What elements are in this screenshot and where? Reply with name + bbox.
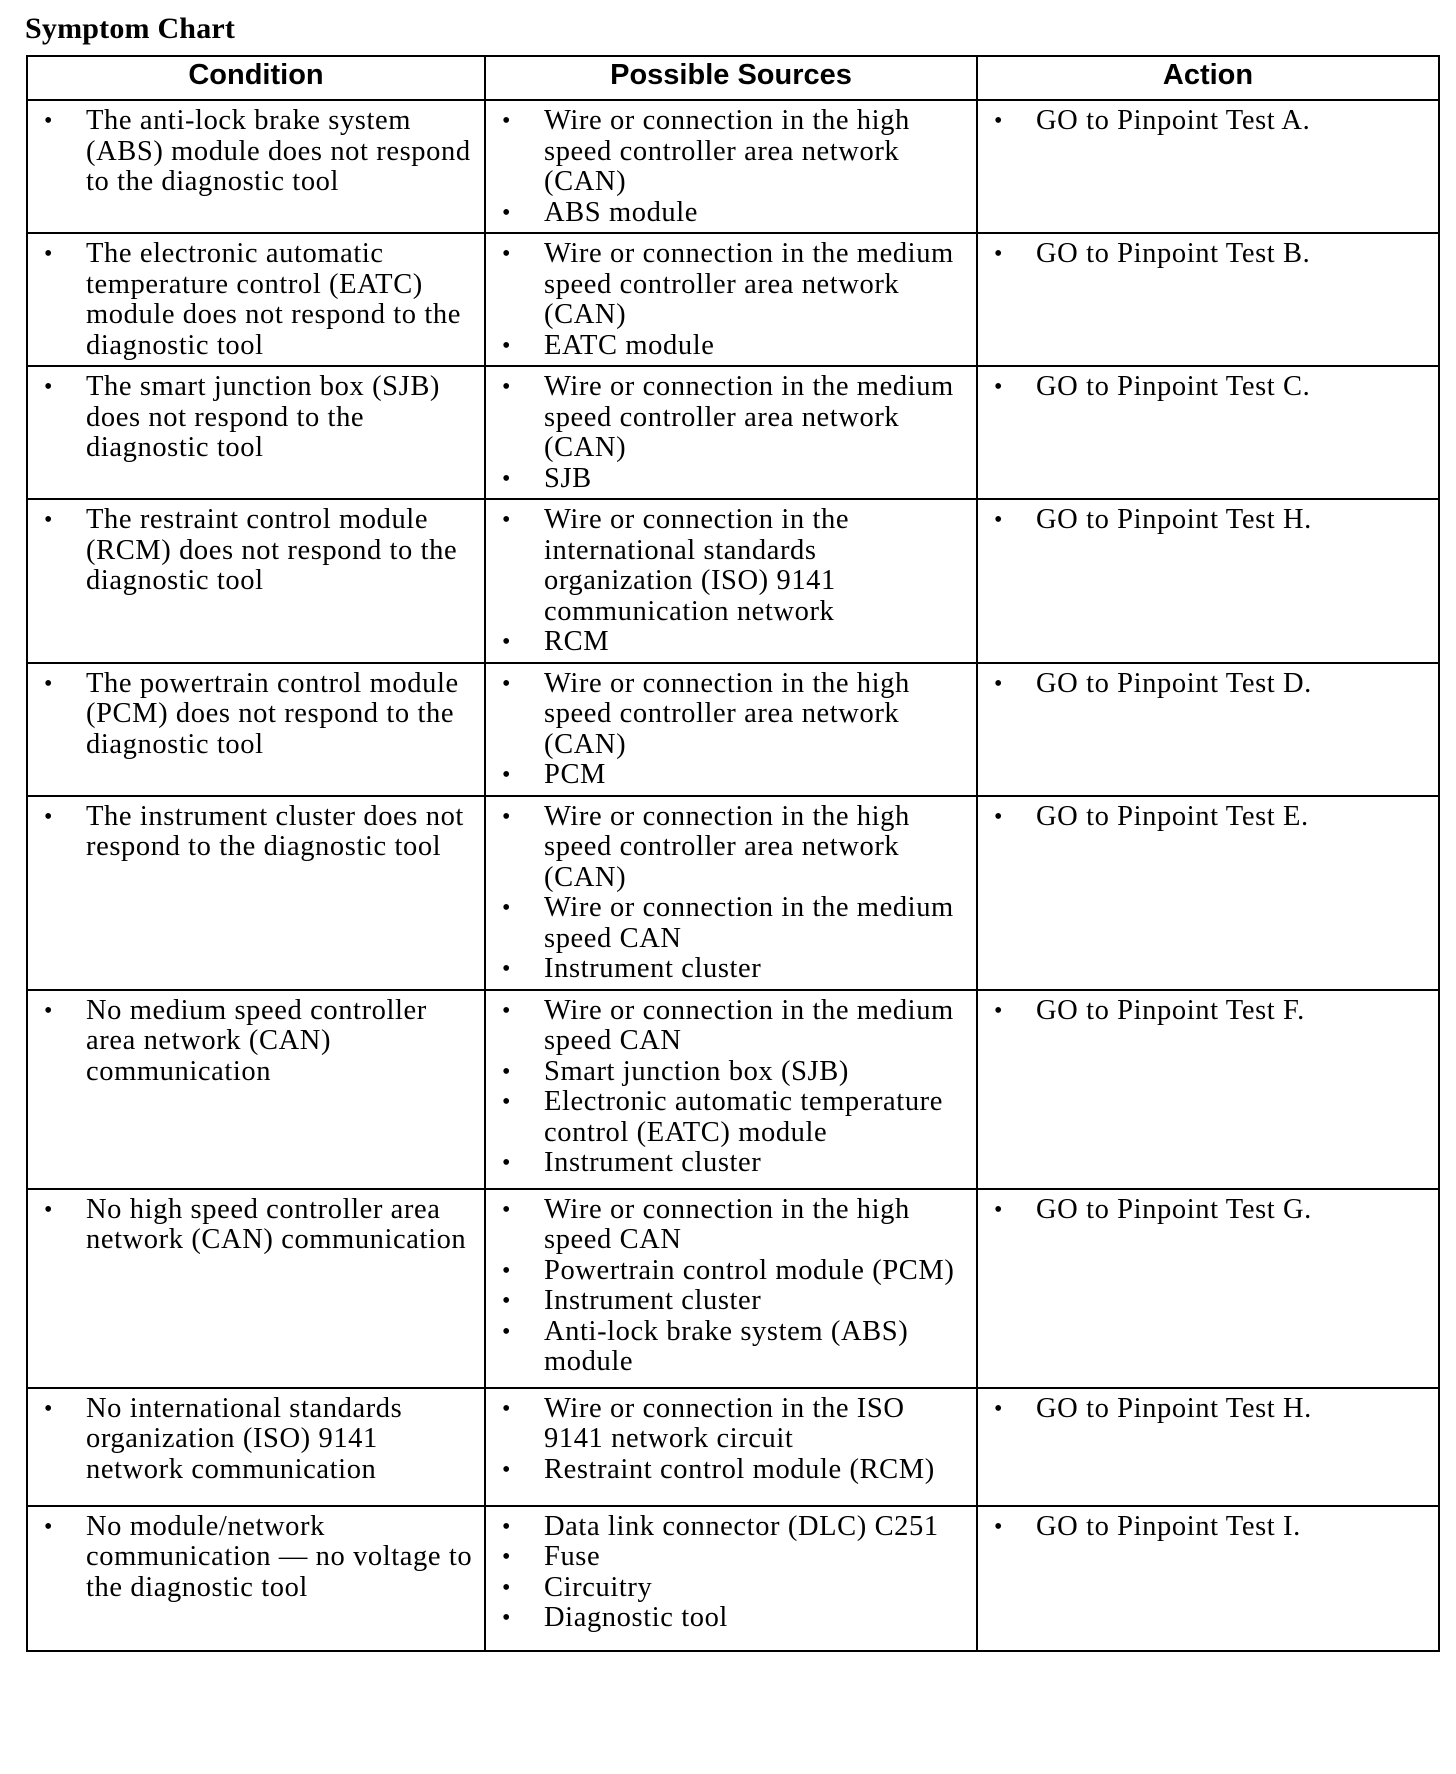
action-text: • GO to Pinpoint Test C. (988, 372, 1428, 403)
condition-text: • No international standards organization (ISO) 9141 network communication (38, 1394, 474, 1486)
possible-sources-cell (485, 100, 977, 233)
action-cell (977, 499, 1439, 663)
possible-source-item: • Anti-lock brake system (ABS) module (496, 1317, 966, 1378)
condition-text: • The restraint control module (RCM) does not respond to the diagnostic tool (38, 505, 474, 597)
possible-source-item: • Wire or connection in the high speed controller area network (CAN) (496, 669, 966, 761)
condition-list (38, 239, 474, 361)
possible-sources-cell (485, 1189, 977, 1388)
possible-sources-list (496, 1195, 966, 1378)
possible-sources-list (496, 669, 966, 791)
possible-source-item: • EATC module (496, 331, 966, 362)
condition-list (38, 1394, 474, 1486)
condition-cell (27, 1388, 485, 1506)
possible-sources-list (496, 239, 966, 361)
possible-source-item: • Wire or connection in the high speed CAN (496, 1195, 966, 1256)
possible-sources-list (496, 996, 966, 1179)
condition-text: • The instrument cluster does not respond to the diagnostic tool (38, 802, 474, 863)
possible-source-item: • Circuitry (496, 1573, 966, 1604)
possible-sources-cell (485, 366, 977, 499)
action-text: • GO to Pinpoint Test B. (988, 239, 1428, 270)
possible-source-item: • Restraint control module (RCM) (496, 1455, 966, 1486)
condition-text: • The powertrain control module (PCM) does not respond to the diagnostic tool (38, 669, 474, 761)
action-header: Action (977, 56, 1439, 100)
possible-source-item: • Instrument cluster (496, 1148, 966, 1179)
condition-text: • The electronic automatic temperature control (EATC) module does not respond to the diagnostic tool (38, 239, 474, 361)
action-list (988, 239, 1428, 270)
condition-cell (27, 100, 485, 233)
condition-cell (27, 499, 485, 663)
possible-sources-list (496, 106, 966, 228)
symptom-table (26, 55, 1440, 1652)
possible-source-item: • Powertrain control module (PCM) (496, 1256, 966, 1287)
table-header-row (27, 56, 1439, 100)
possible-source-item: • Smart junction box (SJB) (496, 1057, 966, 1088)
possible-source-item: • Wire or connection in the medium speed controller area network (CAN) (496, 239, 966, 331)
action-list (988, 1195, 1428, 1226)
possible-sources-cell (485, 499, 977, 663)
possible-source-item: • RCM (496, 627, 966, 658)
possible-sources-cell (485, 233, 977, 366)
condition-list (38, 372, 474, 464)
action-cell (977, 1388, 1439, 1506)
action-text: • GO to Pinpoint Test E. (988, 802, 1428, 833)
action-text: • GO to Pinpoint Test I. (988, 1512, 1428, 1543)
page-title: Symptom Chart (25, 12, 236, 45)
condition-list (38, 106, 474, 198)
possible-sources-list (496, 505, 966, 658)
possible-source-item: • SJB (496, 464, 966, 495)
action-cell (977, 366, 1439, 499)
action-list (988, 996, 1428, 1027)
condition-list (38, 1512, 474, 1604)
possible-source-item: • Wire or connection in the medium speed CAN (496, 893, 966, 954)
action-cell (977, 990, 1439, 1189)
possible-source-item: • Data link connector (DLC) C251 (496, 1512, 966, 1543)
possible-sources-list (496, 1394, 966, 1486)
possible-source-item: • Instrument cluster (496, 1286, 966, 1317)
action-list (988, 372, 1428, 403)
condition-list (38, 505, 474, 597)
table-row (27, 663, 1439, 796)
possible-sources-header: Possible Sources (485, 56, 977, 100)
possible-sources-cell (485, 796, 977, 990)
condition-list (38, 802, 474, 863)
condition-text: • The anti-lock brake system (ABS) module does not respond to the diagnostic tool (38, 106, 474, 198)
possible-sources-cell (485, 663, 977, 796)
table-row (27, 233, 1439, 366)
action-list (988, 505, 1428, 536)
condition-list (38, 1195, 474, 1256)
condition-list (38, 996, 474, 1088)
possible-source-item: • Electronic automatic temperature control (EATC) module (496, 1087, 966, 1148)
condition-cell (27, 366, 485, 499)
table-row (27, 366, 1439, 499)
possible-source-item: • PCM (496, 760, 966, 791)
action-list (988, 669, 1428, 700)
condition-text: • No high speed controller area network (CAN) communication (38, 1195, 474, 1256)
possible-source-item: • Diagnostic tool (496, 1603, 966, 1634)
action-cell (977, 663, 1439, 796)
condition-cell (27, 796, 485, 990)
possible-source-item: • Wire or connection in the medium speed CAN (496, 996, 966, 1057)
table-row (27, 499, 1439, 663)
table-row (27, 1388, 1439, 1506)
action-text: • GO to Pinpoint Test A. (988, 106, 1428, 137)
condition-text: • No module/network communication — no voltage to the diagnostic tool (38, 1512, 474, 1604)
condition-cell (27, 663, 485, 796)
possible-sources-cell (485, 990, 977, 1189)
possible-source-item: • Instrument cluster (496, 954, 966, 985)
condition-cell (27, 1506, 485, 1651)
table-row (27, 1189, 1439, 1388)
condition-cell (27, 233, 485, 366)
possible-source-item: • Wire or connection in the high speed controller area network (CAN) (496, 802, 966, 894)
table-row (27, 796, 1439, 990)
possible-source-item: • Fuse (496, 1542, 966, 1573)
condition-cell (27, 1189, 485, 1388)
table-body (27, 100, 1439, 1651)
table-row (27, 100, 1439, 233)
possible-source-item: • Wire or connection in the ISO 9141 network circuit (496, 1394, 966, 1455)
action-text: • GO to Pinpoint Test H. (988, 1394, 1428, 1425)
action-text: • GO to Pinpoint Test G. (988, 1195, 1428, 1226)
action-list (988, 1394, 1428, 1425)
action-text: • GO to Pinpoint Test D. (988, 669, 1428, 700)
condition-text: • No medium speed controller area network (CAN) communication (38, 996, 474, 1088)
action-text: • GO to Pinpoint Test H. (988, 505, 1428, 536)
action-list (988, 802, 1428, 833)
possible-sources-cell (485, 1388, 977, 1506)
possible-source-item: • Wire or connection in the medium speed controller area network (CAN) (496, 372, 966, 464)
action-cell (977, 796, 1439, 990)
table-row (27, 1506, 1439, 1651)
possible-source-item: • Wire or connection in the international standards organization (ISO) 9141 communication network (496, 505, 966, 627)
condition-text: • The smart junction box (SJB) does not respond to the diagnostic tool (38, 372, 474, 464)
possible-sources-list (496, 802, 966, 985)
possible-source-item: • ABS module (496, 198, 966, 229)
table-row (27, 990, 1439, 1189)
condition-list (38, 669, 474, 761)
possible-sources-list (496, 1512, 966, 1634)
action-cell (977, 1189, 1439, 1388)
condition-cell (27, 990, 485, 1189)
possible-sources-cell (485, 1506, 977, 1651)
action-cell (977, 1506, 1439, 1651)
possible-source-item: • Wire or connection in the high speed controller area network (CAN) (496, 106, 966, 198)
action-list (988, 106, 1428, 137)
action-list (988, 1512, 1428, 1543)
action-text: • GO to Pinpoint Test F. (988, 996, 1428, 1027)
condition-header: Condition (27, 56, 485, 100)
action-cell (977, 100, 1439, 233)
possible-sources-list (496, 372, 966, 494)
action-cell (977, 233, 1439, 366)
